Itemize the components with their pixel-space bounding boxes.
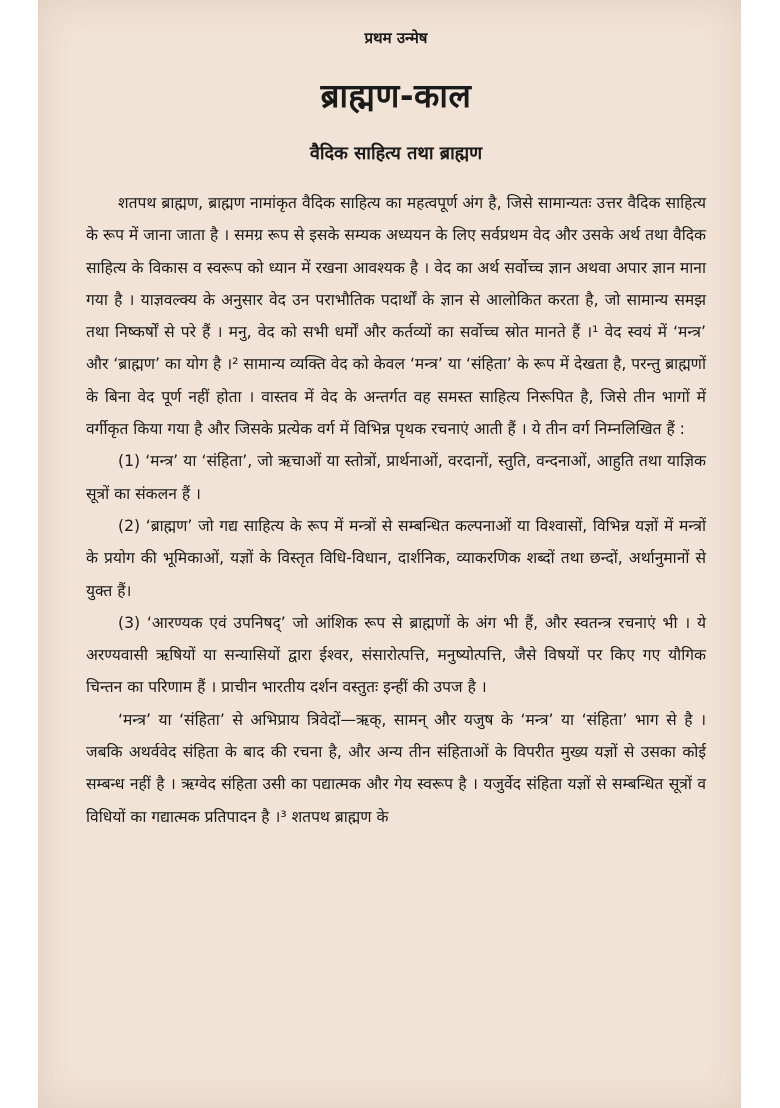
paragraph-item-2: (2) ‘ब्राह्मण’ जो गद्य साहित्य के रूप में मन्त्रों से सम्बन्धित कल्पनाओं या विश्वासों, विभिन्न यज्ञों में मन्त्रों के प्रयोग की भूमिकाओं, यज्ञों के विस्तृत विधि-विधान, दार्शनिक, व्याकरणिक शब्दों तथा छन्दों, अर्थानुमानों से युक्त हैं।	[86, 516, 706, 600]
paragraph-mantra-samhita: ‘मन्त्र’ या ‘संहिता’ से अभिप्राय त्रिवेदों—ऋक्, सामन् और यजुष के ‘मन्त्र’ या ‘संहिता’ भाग से है । जबकि अथर्ववेद संहिता के बाद की रचना है, और अन्य तीन संहिताओं के विपरीत मुख्य यज्ञों से उसका कोई सम्बन्ध नहीं है । ऋग्वेद संहिता उसी का पद्यात्मक और गेय स्वरूप है । यजुर्वेद संहिता यज्ञों से सम्बन्धित सूत्रों व विधियों का गद्यात्मक प्रतिपादन है ।³ शतपथ ब्राह्मण के	[86, 710, 706, 826]
paragraph-item-3: (3) ‘आरण्यक एवं उपनिषद्’ जो आंशिक रूप से ब्राह्मणों के अंग भी हैं, और स्वतन्त्र रचनाएं भी । ये अरण्यवासी ऋषियों या सन्यासियों द्वारा ईश्वर, संसारोत्पत्ति, मनुष्योत्पत्ति, जैसे विषयों पर किए गए यौगिक चिन्तन का परिणाम हैं । प्राचीन भारतीय दर्शन वस्तुतः इन्हीं की उपज है ।	[86, 613, 706, 697]
page-text-area	[86, 28, 706, 833]
paragraph-item-1: (1) ‘मन्त्र’ या ‘संहिता’, जो ऋचाओं या स्तोत्रों, प्रार्थनाओं, वरदानों, स्तुति, वन्दनाओं, आहुति तथा याज्ञिक सूत्रों का संकलन हैं ।	[86, 452, 706, 503]
book-page	[38, 0, 741, 1108]
paragraph-intro: शतपथ ब्राह्मण, ब्राह्मण नामांकृत वैदिक साहित्य का महत्वपूर्ण अंग है, जिसे सामान्यतः उत्तर वैदिक साहित्य के रूप में जाना जाता है । समग्र रूप से इसके सम्यक अध्ययन के लिए सर्वप्रथम वेद और उसके अर्थ तथा वैदिक साहित्य के विकास व स्वरूप को ध्यान में रखना आवश्यक है । वेद का अर्थ सर्वोच्च ज्ञान अथवा अपार ज्ञान माना गया है । याज्ञवल्क्य के अनुसार वेद उन पराभौतिक पदार्थों के ज्ञान से आलोकित करता है, जो सामान्य समझ तथा निष्कर्षों से परे हैं । मनु, वेद को सभी धर्मों और कर्तव्यों का सर्वोच्च स्रोत मानते हैं ।¹ वेद स्वयं में ‘मन्त्र’ और ‘ब्राह्मण’ का योग है ।² सामान्य व्यक्ति वेद को केवल ‘मन्त्र’ या ‘संहिता’ के रूप में देखता है, परन्तु ब्राह्मणों के बिना वेद पूर्ण नहीं होता । वास्तव में वेद के अन्तर्गत वह समस्त साहित्य निरूपित है, जिसे तीन भागों में वर्गीकृत किया गया है और जिसके प्रत्येक वर्ग में विभिन्न पृथक रचनाएं आती हैं । ये तीन वर्ग निम्नलिखित हैं :	[86, 194, 706, 439]
running-head: प्रथम उन्मेष	[364, 29, 428, 47]
chapter-title: ब्राह्मण-काल	[320, 76, 472, 115]
section-subtitle: वैदिक साहित्य तथा ब्राह्मण	[309, 143, 483, 164]
